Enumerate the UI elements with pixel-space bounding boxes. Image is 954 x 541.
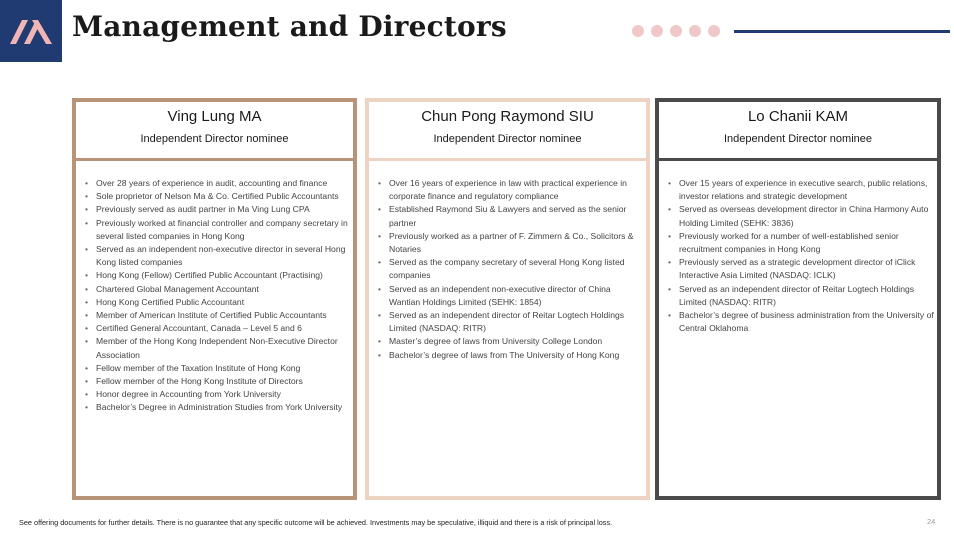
list-item: • Previously worked at financial controller and company secretary in several listed companies in Hong Kong <box>96 217 351 243</box>
director-name: Chun Pong Raymond SIU <box>421 108 594 125</box>
header-rule <box>734 30 950 33</box>
bullet-list <box>663 177 935 335</box>
list-item: • Hong Kong (Fellow) Certified Public Accountant (Practising) <box>96 269 351 282</box>
list-item: • Served as the company secretary of several Hong Kong listed companies <box>389 256 644 282</box>
list-item: • Over 15 years of experience in executive search, public relations, investor relations and strategic development <box>679 177 935 203</box>
list-item: • Previously served as audit partner in Ma Ving Lung CPA <box>96 203 351 216</box>
list-item: • Master’s degree of laws from University College London <box>389 335 644 348</box>
director-name: Lo Chanii KAM <box>747 108 849 125</box>
disclaimer-text: See offering documents for further details. There is no guarantee that any specific outcome will be achieved. Investments may be speculative, illiquid and there is a risk of principal loss. <box>19 518 613 527</box>
list-item: • Previously served as a strategic development director of iClick Interactive Asia Limited (NASDAQ: ICLK) <box>679 256 935 282</box>
list-item: • Bachelor’s degree of laws from The University of Hong Kong <box>389 349 644 362</box>
director-name: Ving Lung MA <box>167 108 262 125</box>
list-item: • Fellow member of the Hong Kong Institute of Directors <box>96 375 351 388</box>
director-card-ma <box>72 98 357 500</box>
dot-4 <box>689 25 701 37</box>
dot-2 <box>651 25 663 37</box>
page-title: Management and Directors <box>72 10 507 43</box>
dot-1 <box>632 25 644 37</box>
list-item: • Over 28 years of experience in audit, accounting and finance <box>96 177 351 190</box>
list-item: • Certified General Accountant, Canada – Level 5 and 6 <box>96 322 351 335</box>
list-item: • Fellow member of the Taxation Institute of Hong Kong <box>96 362 351 375</box>
list-item: • Member of American Institute of Certified Public Accountants <box>96 309 351 322</box>
list-item: • Member of the Hong Kong Independent Non-Executive Director Association <box>96 335 351 361</box>
list-item: • Chartered Global Management Accountant <box>96 283 351 296</box>
director-card-kam <box>655 98 941 500</box>
list-item: • Served as an independent non-executive director in several Hong Kong listed companies <box>96 243 351 269</box>
card-header <box>369 102 646 161</box>
bullet-list <box>373 177 644 362</box>
list-item: • Served as an independent non-executive director of China Wantian Holdings Limited (SEHK: 1854) <box>389 283 644 309</box>
list-item: • Established Raymond Siu & Lawyers and served as the senior partner <box>389 203 644 229</box>
list-item: • Bachelor’s degree of business administration from the University of Central Oklahoma <box>679 309 935 335</box>
list-item: • Previously worked as a partner of F. Zimmern & Co., Solicitors & Notaries <box>389 230 644 256</box>
page-number: 24 <box>927 517 936 526</box>
director-role: Independent Director nominee <box>140 133 289 145</box>
list-item: • Over 16 years of experience in law with practical experience in corporate finance and regulatory compliance <box>389 177 644 203</box>
list-item: • Hong Kong Certified Public Accountant <box>96 296 351 309</box>
dot-3 <box>670 25 682 37</box>
company-logo <box>0 0 62 62</box>
dot-5 <box>708 25 720 37</box>
list-item: • Served as overseas development director in China Harmony Auto Holding Limited (SEHK: 3836) <box>679 203 935 229</box>
list-item: • Bachelor’s Degree in Administration Studies from York University <box>96 401 351 414</box>
director-role: Independent Director nominee <box>433 133 582 145</box>
director-role: Independent Director nominee <box>724 133 872 145</box>
list-item: • Sole proprietor of Nelson Ma & Co. Certified Public Accountants <box>96 190 351 203</box>
decorative-dots <box>632 25 720 38</box>
director-card-siu <box>365 98 650 500</box>
card-header <box>76 102 353 161</box>
bullet-list <box>80 177 351 415</box>
card-header <box>659 102 937 161</box>
stylized-mountain-logo-icon <box>0 0 62 62</box>
list-item: • Served as an independent director of Reitar Logtech Holdings Limited (NASDAQ: RITR) <box>389 309 644 335</box>
list-item: • Previously worked for a number of well-established senior recruitment companies in Hong Kong <box>679 230 935 256</box>
list-item: • Served as an independent director of Reitar Logtech Holdings Limited (NASDAQ: RITR) <box>679 283 935 309</box>
list-item: • Honor degree in Accounting from York University <box>96 388 351 401</box>
